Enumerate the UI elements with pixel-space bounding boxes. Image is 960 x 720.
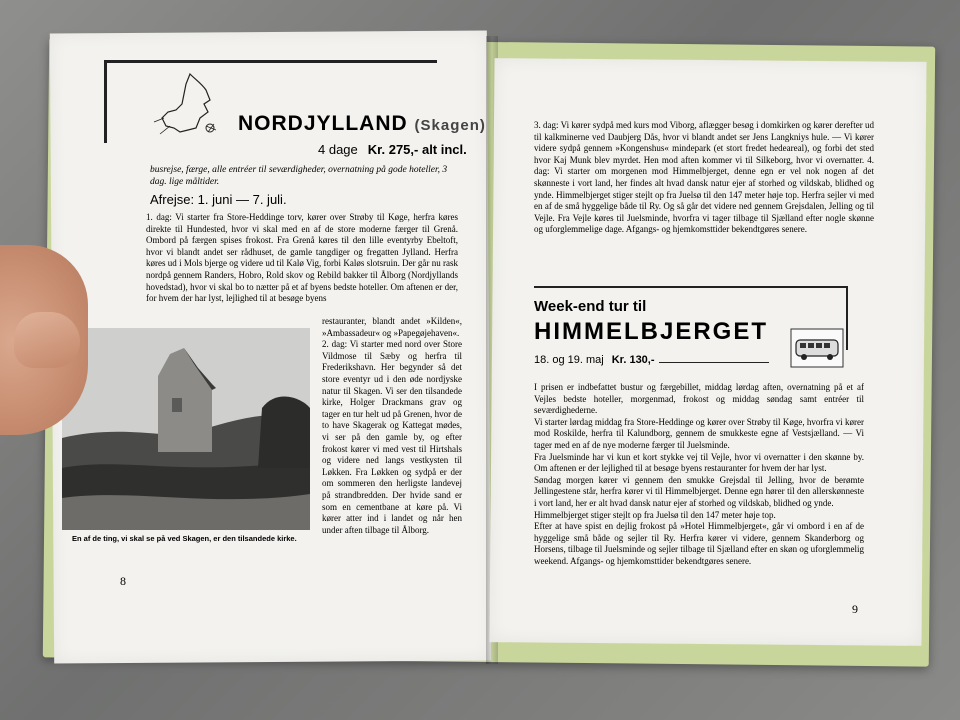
trip-subtitle: (Skagen) [414, 117, 486, 134]
day2-text: restauranter, blandt andet »Kilden«, »Ambassadeur« og »Papegøjehaven«. 2. dag: Vi starter med nord over Store Vildmose til Sæby og herfra til Frederikshavn. Her begynder så det store eventyr ud i den øde nordjyske natur til Skagen. Vi ser den tilsandede kirke, Holger Drackmans grav og tager en tur helt ud på Grenen, hvor de to have Skagerak og Kattegat mødes, vi ser på den gamle by, og efter frokost kører vi med vest til Hirtshals og videre ned langs vestkysten til Løkken. Fra Løkken og sydpå er der om sommeren den herligste landevej på strandbredden. Der hvide sand er som en cementbane at køre på. Vi kører atter ind i landet og når hen under aften tilbage til Ålborg. [322, 316, 462, 535]
trip-title: NORDJYLLAND (Skagen) [238, 112, 486, 135]
weekend-dates: 18. og 19. maj [534, 354, 604, 366]
weekend-price: Kr. 130,- [611, 354, 655, 366]
weekend-paragraph: Vi starter lørdag middag fra Store-Heddinge og kører over Strøby til Køge, hvorfra vi kører mod Roskilde, herfra til Kalundborg, gennem de smukkeste egne af Vestsjælland. — Vi tager med en af de nye moderne færger til Juelsminde. [534, 416, 864, 450]
weekend-title: HIMMELBJERGET [534, 318, 769, 345]
weekend-paragraph: Fra Juelsminde har vi kun et kort stykke vej til Vejle, hvor vi overnatter i den skønne by. Om aftenen er der lejlighed til at besøge byens restauranter for hvem der har lyst. [534, 451, 864, 474]
trip-price: Kr. 275,- alt incl. [367, 142, 467, 157]
thumb [14, 312, 80, 368]
weekend-paragraph: Søndag morgen kører vi gennem den smukke Grejsdal til Jelling, hvor de berømte Jellingestene står, herfra kører vi til Himmelbjerget. Denne egn hører til den allerskønneste i vort land, her er alt hvad dansk natur ejer af storhed og vildskab, blidhed og ynde. [534, 474, 864, 508]
weekend-paragraph: I prisen er indbefattet bustur og færgebillet, middag lørdag aften, overnatning på et af Vejles bedste hoteller, morgenmad, frokost og middag søndag samt entréer til seværdighederne. [534, 382, 864, 416]
day1-text: 1. dag: Vi starter fra Store-Heddinge torv, kører over Strøby til Køge, herfra køres direkte til Hundested, hvor vi skal med en af de store moderne færger til Grenå. Ombord på færgen spises frokost. Fra Grenå køres til den lille eventyrby Ebeltoft, hvor vi blandt andet ser rådhuset, de gamle tangdiger og fregatten Jylland. Herfra køres ud i Mols bjerge og videre ud til Kalø Vig, forbi Kaløs slotsruin. Der går nu rask nordpå gennem Randers, Hobro, Rold skov og Rebild bakker til Ålborg (Nordjyllands hovedstad), hvor vi skal bo to nætter på et af byens bedste hoteller. Om aftenen er der, for hvem der har lyst, lejlighed til at besøge byens [146, 212, 458, 304]
church-photo [62, 328, 310, 530]
jutland-map-icon [150, 70, 224, 142]
weekend-subtitle: Week-end tur til [534, 298, 647, 315]
weekend-text [534, 382, 864, 568]
weekend-dates-price [534, 354, 769, 366]
price-underline [659, 362, 769, 363]
weekend-paragraph: Efter at have spist en dejlig frokost på »Hotel Himmelbjerget«, går vi ombord i en af de hyggelige små både og sejler til Ry. Herfra kører vi videre, gennem Skanderborg og Horsens, tilbage til Juelsminde og sejler tilbage til Sjælland efter en skøn og uforglemmelig weekend. Afgangs- og hjemkomsttider bekendtgøres senere. [534, 521, 864, 566]
photo-caption: En af de ting, vi skal se på ved Skagen, er den tilsandede kirke. [72, 534, 297, 543]
trip-price-line [318, 142, 467, 157]
trip-departure: Afrejse: 1. juni — 7. juli. [150, 192, 287, 207]
day3-4-text: 3. dag: Vi kører sydpå med kurs mod Viborg, aflægger besøg i domkirken og kører derefter ud til kalkminerne ved Daubjerg Dås, hvor vi blandt andet ser Jens Langkniys hule. — Vi kører videre sydpå gennem »Kongenshus« mindepark (et stort fredet hedeareal), og forbi det sted hvor Kaj Munk blev myrdet. Hen mod aften kommer vi til Silkeborg, hvor vi overnatter. 4. dag: Vi starter om morgenen mod Himmelbjerget, denne egn er vel nok nogen af det skønneste i vort land, her findes alt hvad dansk natur ejer af storhed og vildskab, blidhed og ynde. Himmelbjerget stiger stejlt op fra Juelsø til den 147 meter høje top. Herfra sejler vi med en af de små hyggelige både til Ry. Og så går det videre ned gennem Grejsdalen, Jelling og til Vejle. Fra Vejle køres til Juelsminde, hvorfra vi tager tilbage til Sjælland efter nogle skønne og uforglemmelige dage. Afgangs- og hjemkomsttider bekendtgøres senere. [534, 120, 874, 235]
page-number-left: 8 [120, 574, 126, 588]
trip-includes: busrejse, færge, alle entréer til seværdigheder, overnatning på gode hoteller, 3 dag. lige måltider. [150, 165, 448, 187]
trip-duration: 4 dage [318, 142, 358, 157]
bus-icon [790, 328, 844, 368]
page-number-right: 9 [852, 602, 858, 616]
weekend-paragraph: Himmelbjerget stiger stejlt op fra Juelsø til den 147 meter høje top. [534, 509, 776, 520]
